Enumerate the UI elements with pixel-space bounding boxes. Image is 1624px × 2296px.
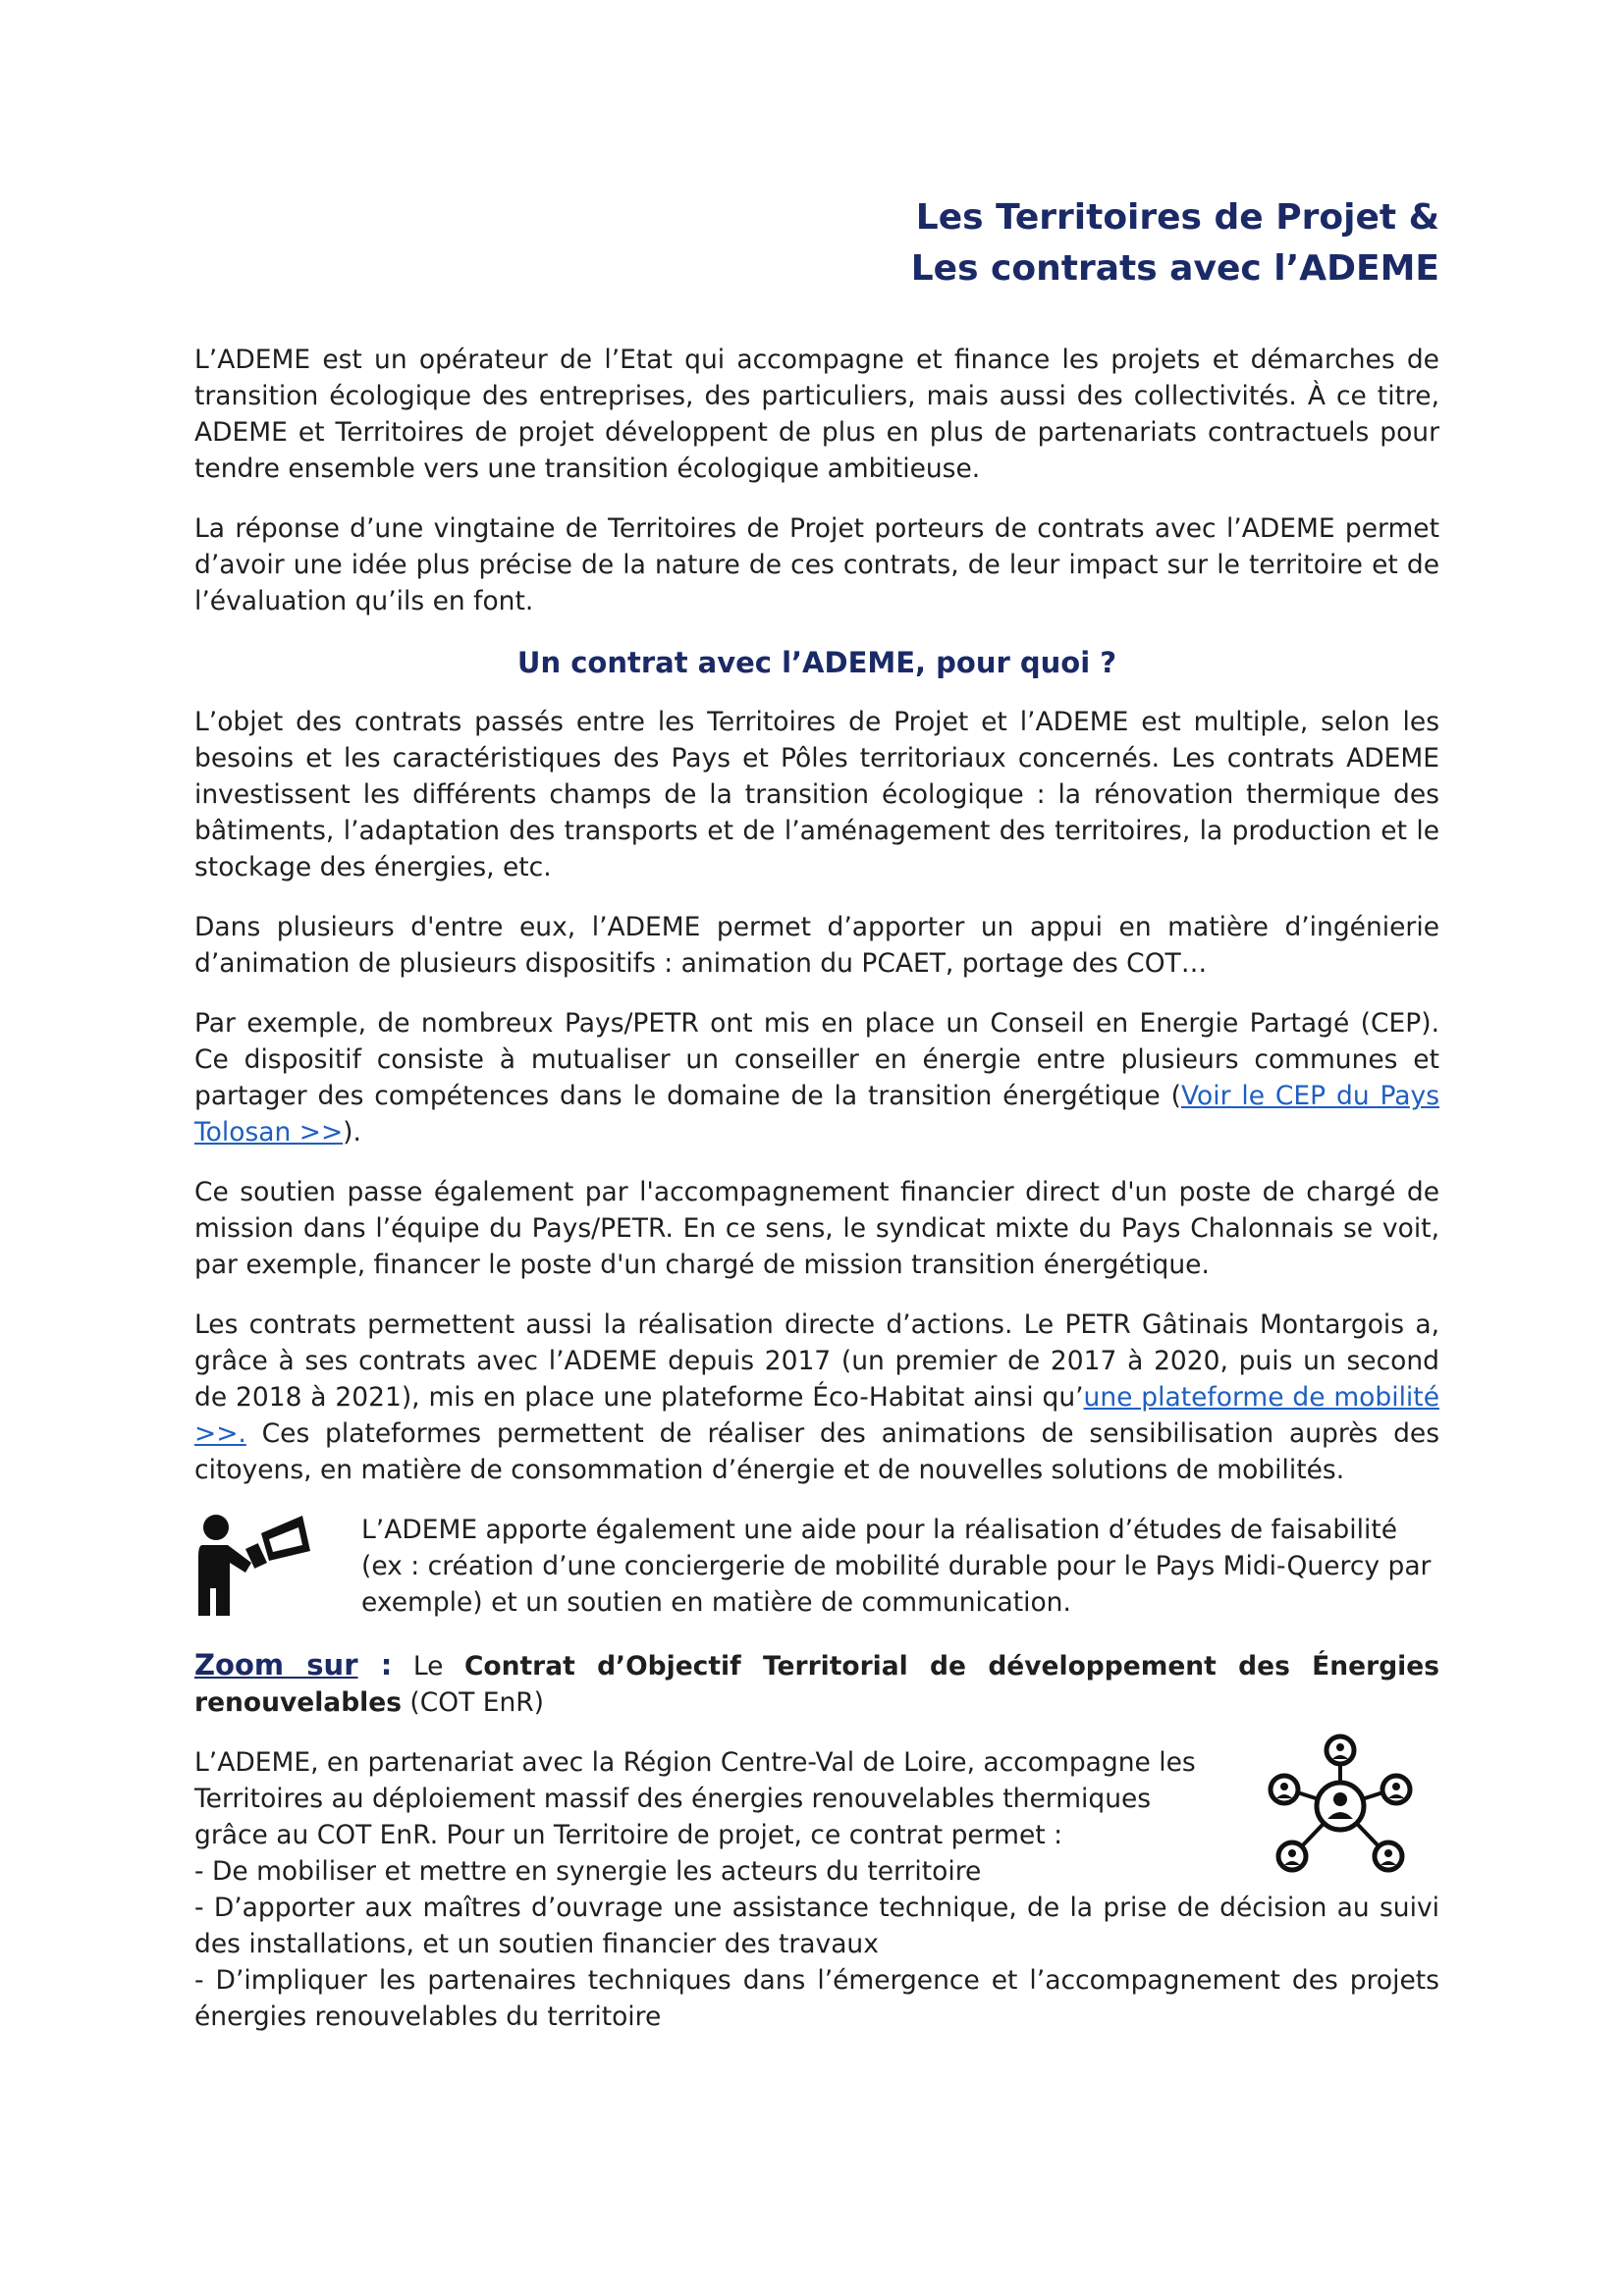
actions-text: Les contrats permettent aussi la réalisation directe d’actions. Le PETR Gâtinais Montargois a, grâce à ses contrats avec l’ADEME depuis 2017 (un premier de 2017 à 2020, puis un second de 2018 à 2021), mis en place une plateforme Éco-Habitat ainsi qu’ [194,1309,1439,1413]
cot-line-2: Territoires au déploiement massif des énergies renouvelables thermiques [194,1784,1152,1814]
body-paragraph-6: L’ADEME apporte également une aide pour la réalisation d’études de faisabilité (ex : création d’une conciergerie de mobilité durable pour le Pays Midi-Quercy par exemple) et un soutien en matière de communication. [361,1515,1432,1618]
title-line-2: Les contrats avec l’ADEME [910,248,1439,289]
title-line-1: Les Territoires de Projet & [915,197,1439,238]
people-network-icon [1267,1733,1414,1890]
zoom-suffix: (COT EnR) [402,1687,545,1718]
intro-paragraph-1: L’ADEME est un opérateur de l’Etat qui accompagne et finance les projets et démarches de transition écologique des entreprises, des particuliers, mais aussi des collectivités. À ce titre, ADEME et Territoires de projet développent de plus en plus de partenariats contractuels pour tendre ensemble vers une transition écologique ambitieuse. [194,345,1439,484]
body-paragraph-2: Dans plusieurs d'entre eux, l’ADEME permet d’apporter un appui en matière d’ingénierie d’animation de plusieurs dispositifs : animation du PCAET, portage des COT… [194,912,1439,979]
cep-text: Par exemple, de nombreux Pays/PETR ont mis en place un Conseil en Energie Partagé (CEP). Ce dispositif consiste à mutualiser un conseiller en énergie entre plusieurs communes et partager des compétences dans le domaine de la transition énergétique ( [194,1008,1439,1111]
body-paragraph-4: Ce soutien passe également par l'accompagnement financier direct d'un poste de chargé de mission dans l’équipe du Pays/PETR. En ce sens, le syndicat mixte du Pays Chalonnais se voit, par exemple, financer le poste d'un chargé de mission transition énergétique. [194,1177,1439,1280]
body-paragraph-3 [194,1005,1439,1150]
cot-line-1: L’ADEME, en partenariat avec la Région Centre-Val de Loire, accompagne les [194,1747,1196,1778]
section-heading: Un contrat avec l’ADEME, pour quoi ? [516,646,1117,679]
communication-block [194,1512,1439,1626]
actions-text-end: Ces plateformes permettent de réaliser des animations de sensibilisation auprès des citoyens, en matière de consommation d’énergie et de nouvelles solutions de mobilités. [194,1418,1439,1485]
page-title [194,192,1439,294]
cot-block [194,1744,1439,2035]
zoom-le: Le [392,1651,464,1682]
cot-line-3: grâce au COT EnR. Pour un Territoire de projet, ce contrat permet : [194,1820,1063,1850]
document-page [194,192,1439,2035]
cot-intro [194,1744,1439,1853]
cot-bullet-2: - D’apporter aux maîtres d’ouvrage une assistance technique, de la prise de décision au suivi des installations, et un soutien financier des travaux [194,1893,1439,1959]
zoom-colon: : [357,1648,393,1682]
cep-text-end: ). [343,1117,361,1148]
zoom-heading [194,1647,1439,1721]
zoom-lead: Zoom sur [194,1648,358,1682]
body-paragraph-5 [194,1307,1439,1488]
mobility-platform-link[interactable]: une plateforme de mobilité >>. [194,1382,1439,1449]
body-paragraph-1: L’objet des contrats passés entre les Territoires de Projet et l’ADEME est multiple, selon les besoins et les caractéristiques des Pays et Pôles territoriaux concernés. Les contrats ADEME investissent les différents champs de la transition écologique : la rénovation thermique des bâtiments, l’adaptation des transports et de l’aménagement des territoires, la production et le stockage des énergies, etc. [194,707,1439,882]
cot-bullet-3: - D’impliquer les partenaires techniques dans l’émergence et l’accompagnement des projets énergies renouvelables du territoire [194,1965,1439,2032]
megaphone-person-icon [194,1512,361,1626]
intro-paragraph-2: La réponse d’une vingtaine de Territoires de Projet porteurs de contrats avec l’ADEME permet d’avoir une idée plus précise de la nature de ces contrats, de leur impact sur le territoire et de l’évaluation qu’ils en font. [194,513,1439,616]
cot-bullet-1: - De mobiliser et mettre en synergie les acteurs du territoire [194,1856,982,1887]
cep-link[interactable]: Voir le CEP du Pays Tolosan >> [194,1081,1439,1148]
zoom-title: Contrat d’Objectif Territorial de développement des Énergies renouvelables [194,1651,1439,1718]
